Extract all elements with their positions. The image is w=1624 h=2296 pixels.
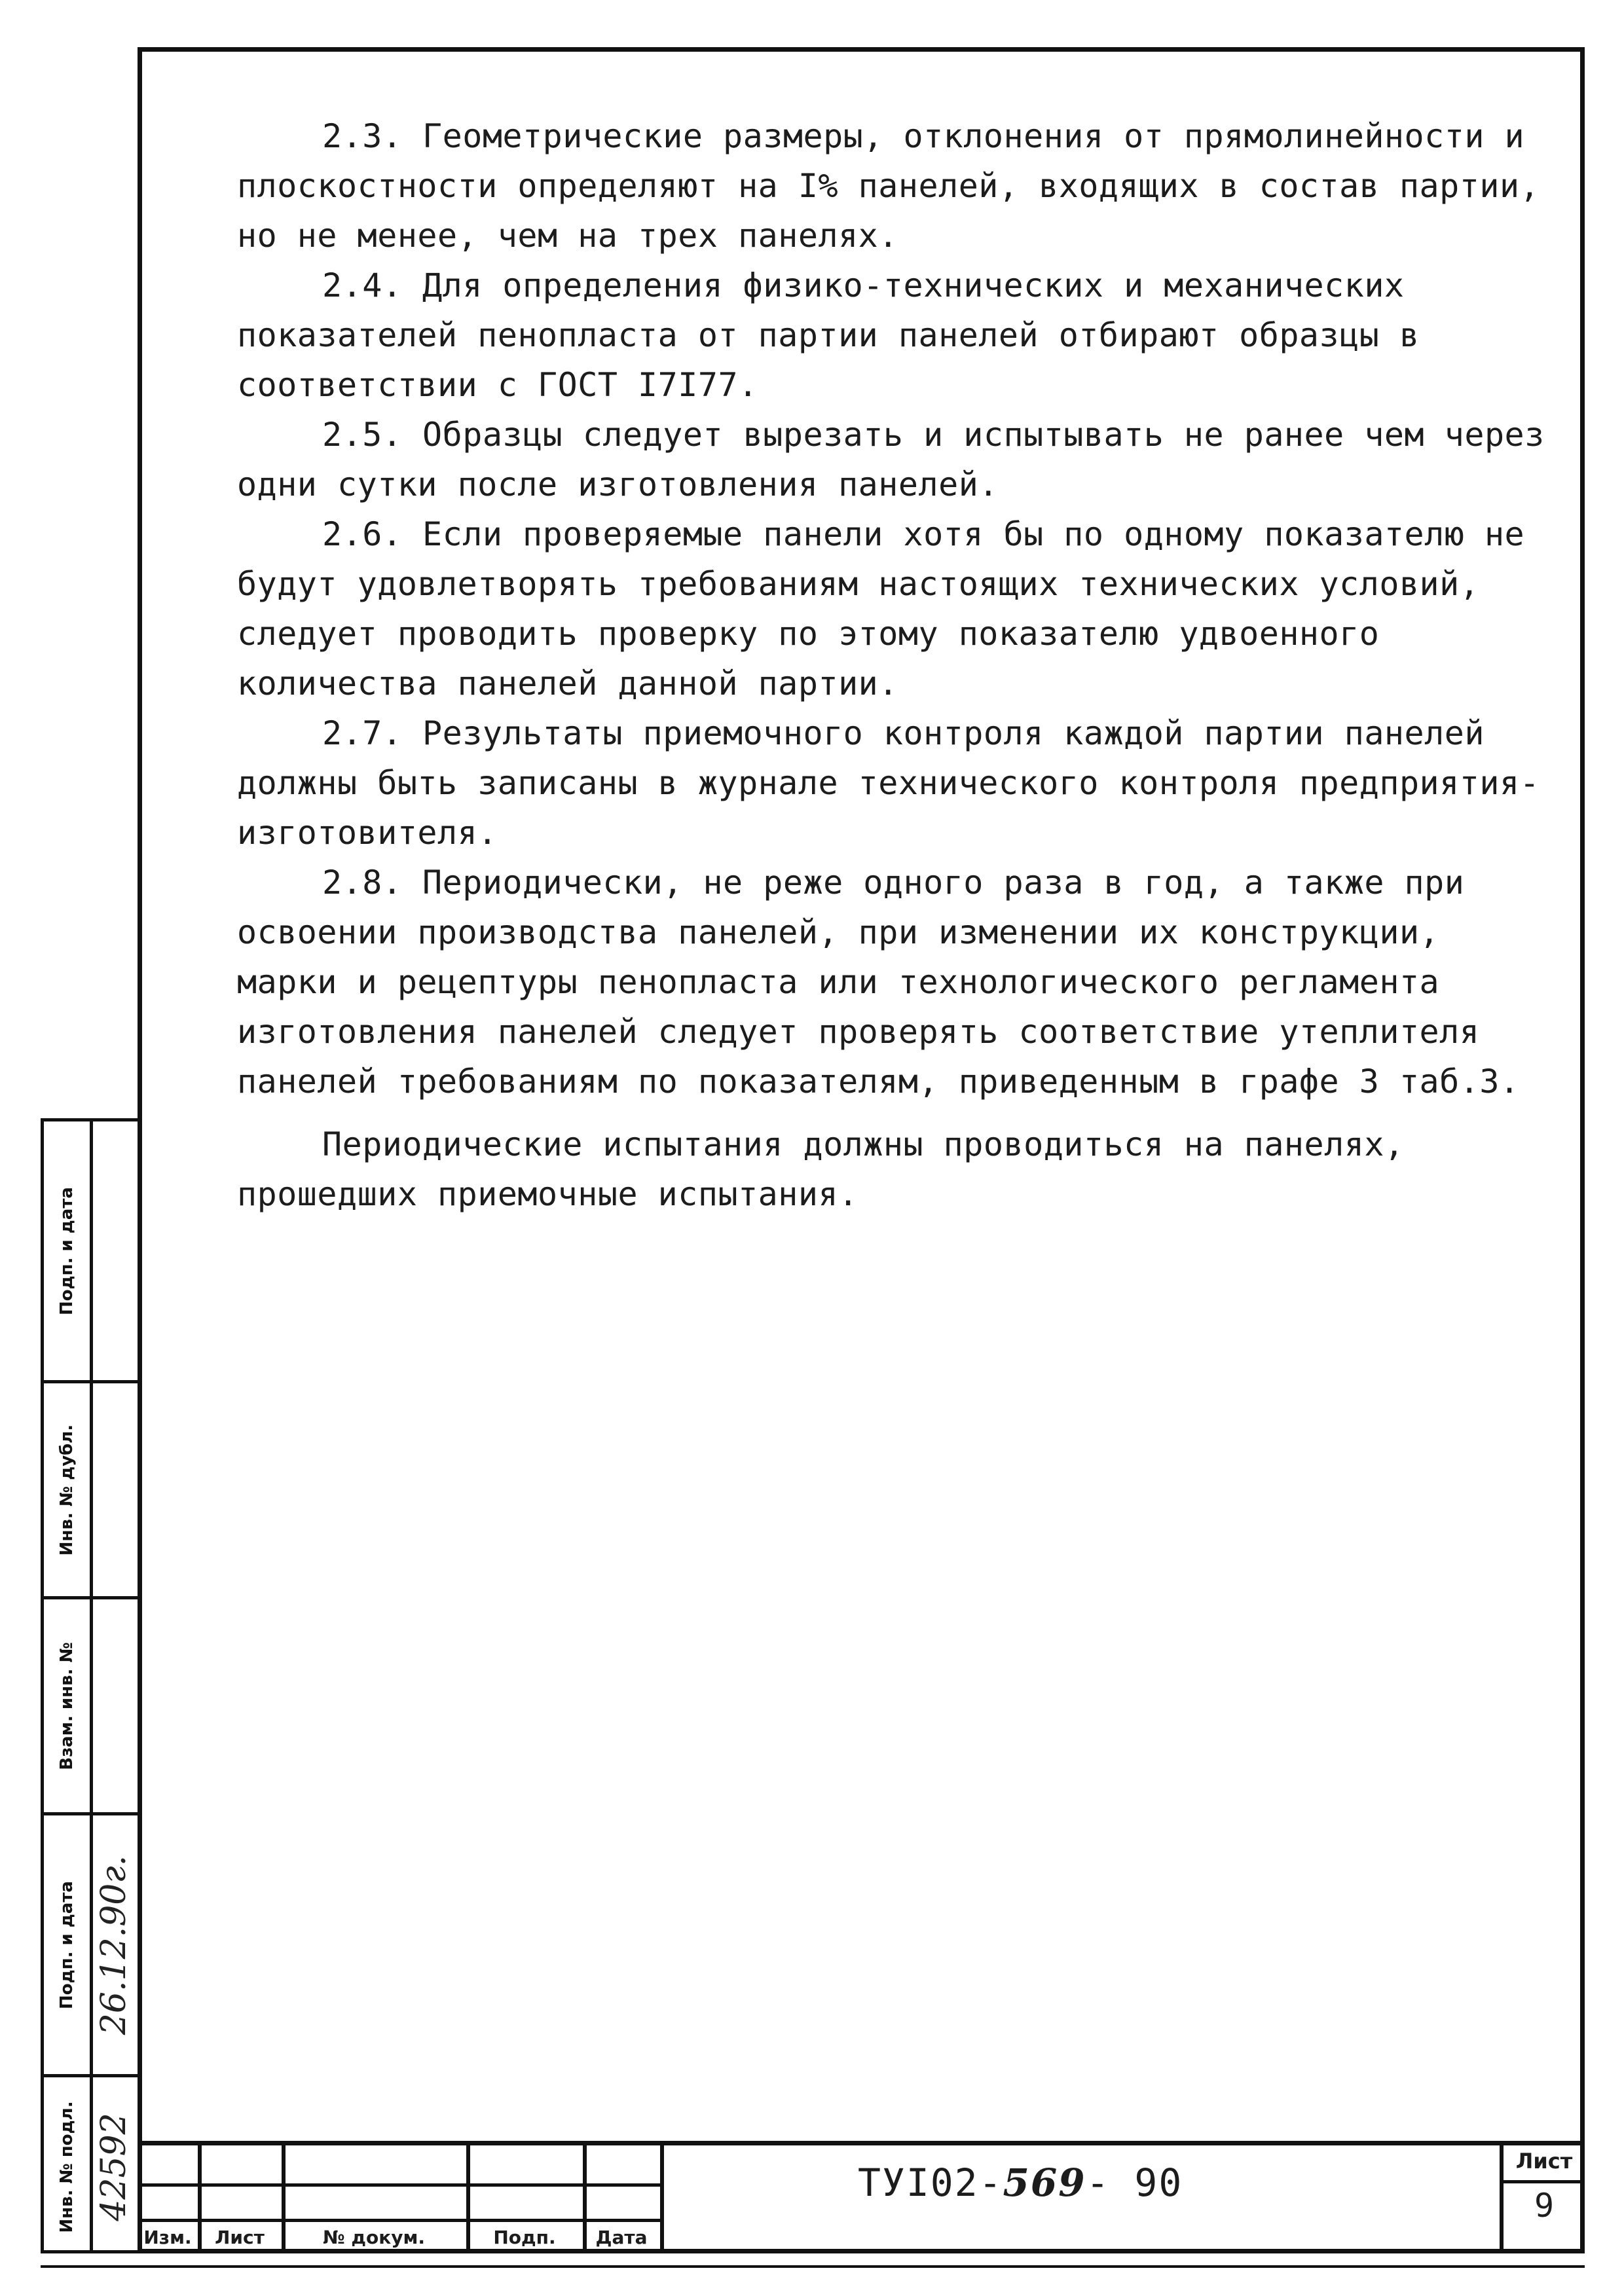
header-signature: Подп. [493,2227,556,2248]
side-label-sign-date-2: Подп. и дата [57,1880,77,2009]
side-cell-sign-date [44,1121,90,1383]
title-block-row-2 [138,2219,660,2222]
paragraph-2-7: 2.7. Результаты приемочного контроля каждой партии панелей должны быть записаны в журнале технического контроля предприятия-изготовителя. [237,714,1540,852]
header-change: Изм. [143,2227,192,2248]
sheet-label: Лист [1515,2149,1573,2174]
side-cell-sign-date-2 [44,1815,90,2077]
side-value-replace-inv [90,1599,138,1815]
side-label-sign-date: Подп. и дата [57,1186,77,1315]
paragraph-2-3: 2.3. Геометрические размеры, отклонения от прямолинейности и плоскостности определяют на I% панелей, входящих в состав партии, но не менее, чем на трех панелях. [237,117,1540,255]
sheet-divider [1504,2180,1585,2183]
handwritten-date: 26.12.90г. [94,1855,134,2035]
handwritten-inventory-number: 42592 [94,2113,134,2221]
side-value-orig-inv [90,2077,138,2257]
side-cell-dup-inv [44,1383,90,1599]
paragraph-2-5: 2.5. Образцы следует вырезать и испытывать не ранее чем через одни сутки после изготовления панелей. [237,416,1545,503]
paragraph-periodic-tests: Периодические испытания должны проводиться на панелях, прошедших приемочные испытания. [237,1125,1405,1213]
paragraph-2-8: 2.8. Периодически, не реже одного раза в год, а также при освоении производства панелей, при изменении их конструкции, марки и рецептуры пенопласта или технологического регламента изготовления панелей следует проверять соответствие утеплителя панелей требованиям по показателям, приведенным в графе 3 таб.3. [237,864,1520,1101]
doc-code-handwritten: 569 [1003,2160,1086,2205]
title-block-row-1 [138,2183,660,2187]
side-value-sign-date [90,1121,138,1383]
sheet-number-box [1500,2141,1585,2253]
doc-code-suffix: - 90 [1086,2160,1183,2205]
sheet-number: 9 [1534,2187,1555,2225]
paragraph-2-4: 2.4. Для определения физико-технических и механических показателей пенопласта от партии панелей отбирают образцы в соответствии с ГОСТ I7I77. [237,266,1420,404]
doc-code-prefix: ТУI02- [858,2160,1003,2205]
bottom-rule [41,2265,1585,2268]
document-code [858,2160,1183,2205]
side-label-replace-inv: Взам. инв. № [57,1641,77,1770]
header-sheet: Лист [215,2227,265,2248]
side-stamp-strip [41,1118,138,2253]
header-date: Дата [595,2227,648,2248]
header-doc-number: № докум. [322,2227,426,2248]
side-label-column [44,1121,93,2250]
side-label-orig-inv: Инв. № подл. [57,2101,77,2233]
side-value-sign-date-2 [90,1815,138,2077]
document-body [237,111,1553,1219]
side-cell-replace-inv [44,1599,90,1815]
side-cell-orig-inv [44,2077,90,2257]
paragraph-2-6: 2.6. Если проверяемые панели хотя бы по одному показателю не будут удовлетворять требованиям настоящих технических условий, следует проводить проверку по этому показателю удвоенного количества панелей данной партии. [237,515,1525,702]
side-value-dup-inv [90,1383,138,1599]
side-label-dup-inv: Инв. № дубл. [57,1424,77,1556]
side-value-column [90,1121,138,2250]
